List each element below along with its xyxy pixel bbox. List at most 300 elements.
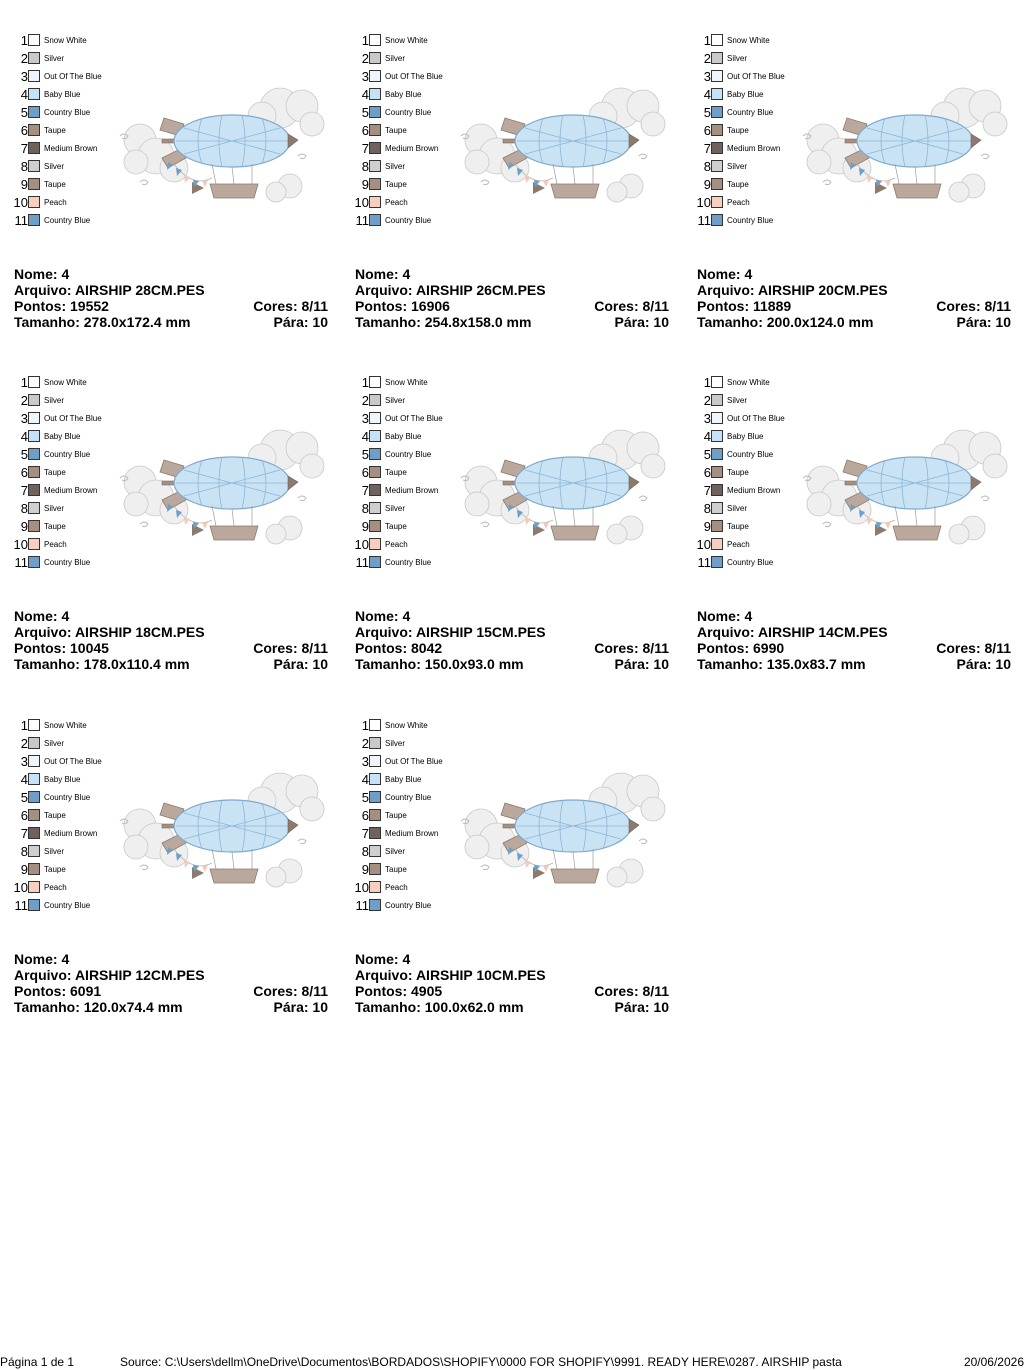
color-item (683, 446, 803, 464)
para-value: 10 (312, 656, 328, 672)
color-number: 4 (703, 87, 711, 102)
pontos-value: 19552 (70, 298, 109, 314)
color-swatch (28, 70, 40, 82)
color-item (683, 392, 803, 410)
color-number: 7 (703, 483, 711, 498)
color-number: 1 (20, 375, 28, 390)
tamanho-label: Tamanho: (14, 314, 80, 330)
color-number: 9 (361, 862, 369, 877)
color-name: Medium Brown (385, 486, 439, 495)
color-swatch (369, 466, 381, 478)
color-number: 4 (20, 87, 28, 102)
tamanho-value: 120.0x74.4 mm (83, 999, 183, 1015)
design-card (0, 8, 330, 338)
color-item (683, 122, 803, 140)
color-number: 7 (703, 141, 711, 156)
color-number: 10 (354, 880, 369, 895)
color-name: Silver (385, 54, 406, 63)
para-value: 10 (653, 999, 669, 1015)
color-swatch (369, 70, 381, 82)
color-swatch (711, 214, 723, 226)
color-name: Out Of The Blue (385, 72, 443, 81)
color-swatch (711, 502, 723, 514)
color-number: 3 (361, 69, 369, 84)
cores-value: 8/11 (642, 983, 669, 999)
color-name: Medium Brown (44, 144, 98, 153)
color-number: 5 (361, 790, 369, 805)
color-number: 10 (13, 880, 28, 895)
color-swatch (369, 791, 381, 803)
arquivo-value: AIRSHIP 18CM.PES (74, 624, 205, 640)
color-item (341, 176, 461, 194)
color-name: Silver (44, 54, 65, 63)
color-name: Baby Blue (44, 90, 81, 99)
color-number: 11 (14, 555, 28, 570)
arquivo-label: Arquivo: (14, 624, 72, 640)
color-number: 6 (361, 123, 369, 138)
color-number: 5 (361, 447, 369, 462)
nome-label: Nome: (355, 608, 399, 624)
color-number: 3 (20, 411, 28, 426)
color-swatch (711, 52, 723, 64)
para-value: 10 (995, 656, 1011, 672)
color-item (0, 825, 120, 843)
pontos-label: Pontos: (355, 640, 408, 656)
color-item (0, 122, 120, 140)
color-item (341, 68, 461, 86)
color-name: Silver (727, 396, 748, 405)
color-swatch (28, 466, 40, 478)
color-number: 8 (361, 501, 369, 516)
color-item (0, 176, 120, 194)
color-swatch (369, 142, 381, 154)
color-item (341, 536, 461, 554)
color-item (683, 410, 803, 428)
color-item (683, 536, 803, 554)
airship-embroidery-image (795, 420, 1010, 560)
cores-label: Cores: (253, 983, 298, 999)
color-item (341, 879, 461, 897)
color-number: 9 (703, 519, 711, 534)
color-number: 3 (361, 754, 369, 769)
color-name: Out Of The Blue (44, 757, 102, 766)
color-item (341, 50, 461, 68)
color-name: Country Blue (727, 108, 774, 117)
color-number: 6 (703, 465, 711, 480)
color-swatch (28, 556, 40, 568)
color-number: 8 (361, 159, 369, 174)
color-list (0, 32, 120, 230)
pontos-value: 11889 (753, 298, 792, 314)
arquivo-value: AIRSHIP 12CM.PES (74, 967, 205, 983)
color-item (0, 861, 120, 879)
color-name: Out Of The Blue (385, 757, 443, 766)
nome-value: 4 (402, 951, 411, 967)
pontos-value: 8042 (411, 640, 443, 656)
color-name: Country Blue (44, 216, 91, 225)
color-item (341, 140, 461, 158)
color-swatch (711, 538, 723, 550)
color-number: 5 (361, 105, 369, 120)
color-name: Silver (727, 162, 748, 171)
color-swatch (28, 719, 40, 731)
pontos-label: Pontos: (697, 640, 750, 656)
color-name: Country Blue (385, 558, 432, 567)
color-number: 5 (703, 447, 711, 462)
color-swatch (369, 394, 381, 406)
color-item (683, 50, 803, 68)
color-swatch (369, 376, 381, 388)
color-item (0, 86, 120, 104)
color-name: Baby Blue (385, 775, 422, 784)
color-list (0, 374, 120, 572)
color-number: 7 (361, 483, 369, 498)
color-name: Out Of The Blue (44, 72, 102, 81)
color-number: 3 (20, 69, 28, 84)
color-swatch (28, 773, 40, 785)
color-swatch (28, 214, 40, 226)
color-number: 2 (361, 736, 369, 751)
color-number: 5 (703, 105, 711, 120)
nome-value: 4 (402, 608, 411, 624)
nome-value: 4 (744, 266, 753, 282)
color-number: 2 (361, 51, 369, 66)
color-item (683, 212, 803, 230)
arquivo-value: AIRSHIP 15CM.PES (415, 624, 546, 640)
color-swatch (28, 809, 40, 821)
color-number: 2 (20, 736, 28, 751)
design-card (683, 350, 1013, 680)
tamanho-value: 150.0x93.0 mm (424, 656, 524, 672)
color-number: 6 (361, 465, 369, 480)
color-name: Snow White (44, 36, 87, 45)
airship-embroidery-image (453, 78, 668, 218)
color-number: 3 (361, 411, 369, 426)
color-number: 11 (14, 213, 28, 228)
color-number: 8 (703, 501, 711, 516)
color-swatch (28, 484, 40, 496)
color-number: 9 (361, 519, 369, 534)
color-swatch (711, 520, 723, 532)
arquivo-label: Arquivo: (14, 282, 72, 298)
color-name: Medium Brown (385, 144, 439, 153)
color-list (341, 32, 461, 230)
color-number: 11 (14, 898, 28, 913)
color-swatch (711, 556, 723, 568)
color-number: 11 (697, 213, 711, 228)
design-info (697, 266, 1011, 330)
color-item (683, 176, 803, 194)
print-date: 20/06/2026 (963, 1355, 1024, 1369)
color-swatch (711, 160, 723, 172)
color-swatch (711, 196, 723, 208)
color-name: Baby Blue (44, 775, 81, 784)
color-item (0, 554, 120, 572)
design-info (355, 951, 669, 1015)
color-name: Silver (385, 739, 406, 748)
pontos-label: Pontos: (697, 298, 750, 314)
nome-value: 4 (61, 951, 70, 967)
color-swatch (369, 737, 381, 749)
arquivo-label: Arquivo: (355, 967, 413, 983)
cores-value: 8/11 (984, 298, 1011, 314)
color-name: Medium Brown (44, 829, 98, 838)
design-card (683, 8, 1013, 338)
color-name: Snow White (44, 721, 87, 730)
color-item (341, 446, 461, 464)
tamanho-label: Tamanho: (355, 999, 421, 1015)
design-info (697, 608, 1011, 672)
nome-label: Nome: (14, 266, 58, 282)
arquivo-value: AIRSHIP 26CM.PES (415, 282, 546, 298)
color-number: 8 (361, 844, 369, 859)
cores-value: 8/11 (301, 298, 328, 314)
color-number: 2 (20, 393, 28, 408)
color-item (0, 158, 120, 176)
color-swatch (369, 809, 381, 821)
color-swatch (369, 430, 381, 442)
color-item (683, 554, 803, 572)
color-name: Taupe (727, 522, 749, 531)
tamanho-label: Tamanho: (14, 999, 80, 1015)
color-item (0, 68, 120, 86)
color-number: 8 (703, 159, 711, 174)
pontos-value: 4905 (411, 983, 443, 999)
tamanho-label: Tamanho: (14, 656, 80, 672)
color-item (341, 194, 461, 212)
color-name: Taupe (44, 180, 66, 189)
nome-label: Nome: (14, 951, 58, 967)
color-item (341, 86, 461, 104)
color-swatch (28, 755, 40, 767)
color-item (683, 464, 803, 482)
color-list (683, 374, 803, 572)
color-number: 3 (703, 69, 711, 84)
design-card (0, 693, 330, 1023)
color-swatch (711, 412, 723, 424)
color-name: Snow White (727, 378, 770, 387)
color-number: 10 (13, 195, 28, 210)
color-list (341, 374, 461, 572)
color-number: 11 (355, 213, 369, 228)
color-name: Baby Blue (385, 432, 422, 441)
arquivo-label: Arquivo: (355, 282, 413, 298)
color-number: 6 (703, 123, 711, 138)
color-item (341, 771, 461, 789)
color-swatch (28, 827, 40, 839)
color-number: 4 (20, 429, 28, 444)
nome-value: 4 (61, 608, 70, 624)
para-label: Pára: (614, 656, 650, 672)
color-item (341, 428, 461, 446)
color-swatch (369, 502, 381, 514)
airship-embroidery-image (112, 420, 327, 560)
color-number: 10 (354, 195, 369, 210)
color-swatch (369, 556, 381, 568)
para-label: Pára: (614, 314, 650, 330)
color-swatch (28, 737, 40, 749)
color-swatch (369, 899, 381, 911)
design-info (14, 951, 328, 1015)
color-swatch (28, 538, 40, 550)
color-name: Peach (385, 540, 408, 549)
color-number: 11 (355, 898, 369, 913)
color-item (341, 717, 461, 735)
arquivo-value: AIRSHIP 20CM.PES (757, 282, 888, 298)
para-label: Pára: (273, 999, 309, 1015)
tamanho-label: Tamanho: (697, 656, 763, 672)
color-number: 5 (20, 105, 28, 120)
color-item (0, 717, 120, 735)
design-info (14, 266, 328, 330)
color-name: Peach (727, 198, 750, 207)
color-item (341, 32, 461, 50)
color-swatch (28, 106, 40, 118)
pontos-label: Pontos: (355, 298, 408, 314)
color-item (683, 374, 803, 392)
color-item (683, 104, 803, 122)
color-name: Baby Blue (385, 90, 422, 99)
nome-label: Nome: (355, 951, 399, 967)
color-name: Snow White (385, 721, 428, 730)
color-number: 8 (20, 159, 28, 174)
color-item (0, 104, 120, 122)
color-name: Silver (44, 162, 65, 171)
color-name: Taupe (727, 126, 749, 135)
color-swatch (369, 88, 381, 100)
color-swatch (28, 394, 40, 406)
tamanho-label: Tamanho: (355, 656, 421, 672)
color-item (683, 194, 803, 212)
color-item (341, 897, 461, 915)
para-value: 10 (312, 999, 328, 1015)
color-name: Taupe (44, 468, 66, 477)
color-swatch (369, 196, 381, 208)
tamanho-value: 178.0x110.4 mm (83, 656, 190, 672)
color-item (0, 771, 120, 789)
color-number: 2 (703, 51, 711, 66)
design-card (341, 8, 671, 338)
color-name: Silver (385, 396, 406, 405)
design-info (355, 608, 669, 672)
color-name: Medium Brown (727, 486, 781, 495)
nome-value: 4 (61, 266, 70, 282)
color-swatch (369, 845, 381, 857)
color-item (341, 410, 461, 428)
color-item (0, 518, 120, 536)
color-name: Country Blue (385, 108, 432, 117)
color-number: 4 (361, 429, 369, 444)
color-item (341, 392, 461, 410)
tamanho-value: 200.0x124.0 mm (766, 314, 874, 330)
color-name: Taupe (385, 865, 407, 874)
color-swatch (369, 106, 381, 118)
tamanho-value: 254.8x158.0 mm (424, 314, 532, 330)
color-swatch (711, 484, 723, 496)
color-swatch (369, 773, 381, 785)
color-item (341, 843, 461, 861)
arquivo-value: AIRSHIP 10CM.PES (415, 967, 546, 983)
cores-label: Cores: (253, 298, 298, 314)
color-item (0, 753, 120, 771)
color-item (0, 50, 120, 68)
color-swatch (369, 719, 381, 731)
color-name: Taupe (44, 865, 66, 874)
color-item (0, 500, 120, 518)
color-number: 2 (361, 393, 369, 408)
color-name: Medium Brown (385, 829, 439, 838)
color-list (341, 717, 461, 915)
design-info (14, 608, 328, 672)
color-swatch (711, 448, 723, 460)
color-name: Baby Blue (44, 432, 81, 441)
color-name: Country Blue (385, 216, 432, 225)
cores-label: Cores: (936, 298, 981, 314)
color-name: Country Blue (727, 216, 774, 225)
arquivo-label: Arquivo: (697, 624, 755, 640)
color-name: Baby Blue (727, 432, 764, 441)
color-name: Peach (385, 883, 408, 892)
color-name: Silver (727, 504, 748, 513)
color-number: 7 (20, 826, 28, 841)
color-swatch (28, 520, 40, 532)
nome-label: Nome: (355, 266, 399, 282)
color-name: Baby Blue (727, 90, 764, 99)
pontos-value: 10045 (70, 640, 109, 656)
color-name: Medium Brown (44, 486, 98, 495)
color-number: 7 (20, 141, 28, 156)
color-swatch (28, 502, 40, 514)
arquivo-label: Arquivo: (14, 967, 72, 983)
color-number: 1 (361, 375, 369, 390)
design-card (0, 350, 330, 680)
color-swatch (28, 88, 40, 100)
color-name: Taupe (385, 126, 407, 135)
color-name: Peach (44, 540, 67, 549)
color-name: Country Blue (44, 450, 91, 459)
nome-label: Nome: (697, 608, 741, 624)
color-item (341, 374, 461, 392)
pontos-value: 6990 (753, 640, 785, 656)
color-swatch (369, 520, 381, 532)
color-swatch (28, 448, 40, 460)
arquivo-value: AIRSHIP 14CM.PES (757, 624, 888, 640)
pontos-label: Pontos: (14, 983, 67, 999)
color-name: Taupe (385, 522, 407, 531)
color-number: 4 (361, 772, 369, 787)
color-item (683, 86, 803, 104)
color-name: Peach (727, 540, 750, 549)
color-swatch (369, 881, 381, 893)
para-value: 10 (995, 314, 1011, 330)
color-name: Country Blue (727, 450, 774, 459)
tamanho-label: Tamanho: (355, 314, 421, 330)
color-number: 1 (361, 33, 369, 48)
airship-embroidery-image (112, 763, 327, 903)
cores-label: Cores: (594, 983, 639, 999)
color-name: Peach (44, 198, 67, 207)
color-swatch (369, 538, 381, 550)
color-swatch (28, 34, 40, 46)
color-name: Peach (385, 198, 408, 207)
color-swatch (711, 142, 723, 154)
cores-label: Cores: (594, 298, 639, 314)
color-swatch (369, 863, 381, 875)
cores-label: Cores: (253, 640, 298, 656)
para-value: 10 (653, 656, 669, 672)
pontos-label: Pontos: (355, 983, 408, 999)
color-swatch (711, 376, 723, 388)
